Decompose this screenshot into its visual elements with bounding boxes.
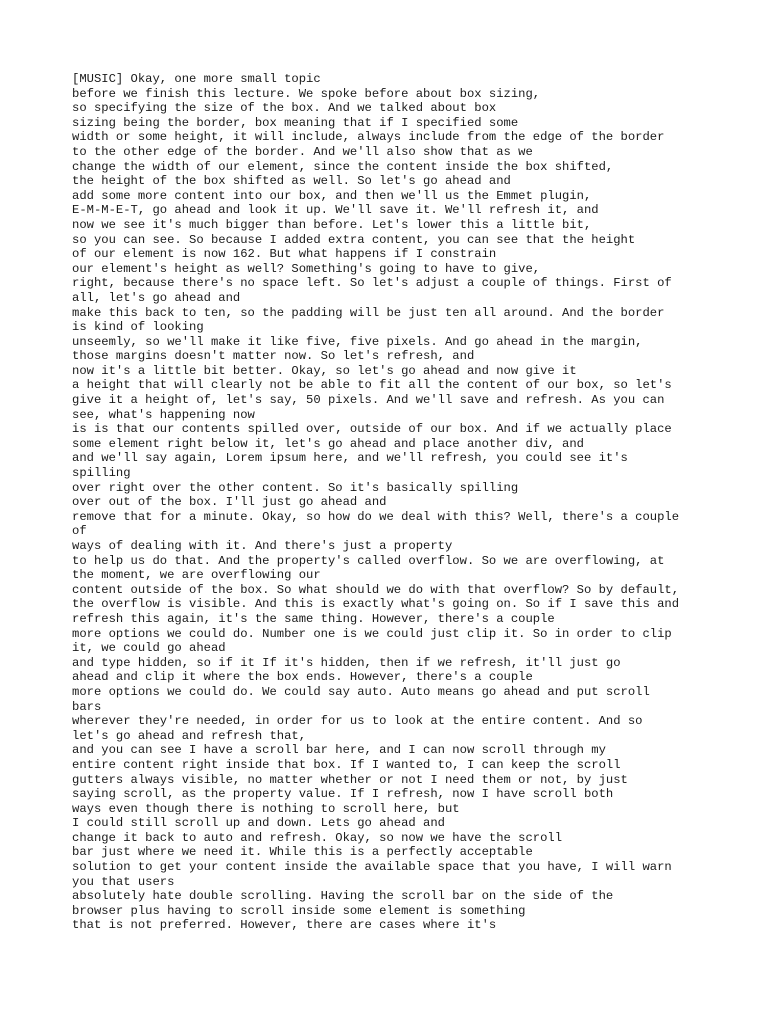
transcript-line: some element right below it, let's go ahead and place another div, and xyxy=(72,436,584,451)
transcript-line: spilling xyxy=(72,466,131,481)
transcript-line: wherever they're needed, in order for us to look at the entire content. And so xyxy=(72,714,643,729)
transcript-line: gutters always visible, no matter whether or not I need them or not, by just xyxy=(72,772,628,787)
transcript-line: to the other edge of the border. And we'll also show that as we xyxy=(72,144,533,159)
transcript-line: [MUSIC] Okay, one more small topic xyxy=(72,72,321,86)
transcript-line: and you can see I have a scroll bar here, and I can now scroll through my xyxy=(72,743,606,758)
transcript-line: bars xyxy=(72,699,102,714)
transcript-line: of our element is now 162. But what happens if I constrain xyxy=(72,247,497,262)
transcript-line: change it back to auto and refresh. Okay, so now we have the scroll xyxy=(72,830,563,845)
transcript-line: all, let's go ahead and xyxy=(72,290,241,305)
transcript-line: ahead and clip it where the box ends. However, there's a couple xyxy=(72,670,533,685)
transcript-page xyxy=(72,72,696,933)
transcript-line: sizing being the border, box meaning that if I specified some xyxy=(72,115,519,130)
transcript-line: absolutely hate double scrolling. Having the scroll bar on the side of the xyxy=(72,889,614,904)
transcript-line: our element's height as well? Something's going to have to give, xyxy=(72,261,541,276)
transcript-line: ways even though there is nothing to scroll here, but xyxy=(72,801,460,816)
transcript-line: so specifying the size of the box. And we talked about box xyxy=(72,101,497,116)
transcript-line: E-M-M-E-T, go ahead and look it up. We'll save it. We'll refresh it, and xyxy=(72,203,599,218)
transcript-line: you that users xyxy=(72,874,175,889)
transcript-line: make this back to ten, so the padding will be just ten all around. And the border xyxy=(72,305,665,320)
transcript-line: to help us do that. And the property's called overflow. So we are overflowing, at xyxy=(72,553,665,568)
transcript-line: and we'll say again, Lorem ipsum here, and we'll refresh, you could see it's xyxy=(72,451,628,466)
transcript-line: now it's a little bit better. Okay, so let's go ahead and now give it xyxy=(72,363,577,378)
transcript-line: over right over the other content. So it's basically spilling xyxy=(72,480,519,495)
transcript-line: saying scroll, as the property value. If I refresh, now I have scroll both xyxy=(72,787,614,802)
transcript-line: browser plus having to scroll inside some element is something xyxy=(72,903,526,918)
transcript-line: content outside of the box. So what should we do with that overflow? So by default, xyxy=(72,582,680,597)
transcript-line: and type hidden, so if it If it's hidden, then if we refresh, it'll just go xyxy=(72,655,621,670)
transcript-line: width or some height, it will include, always include from the edge of the border xyxy=(72,130,665,145)
transcript-line: those margins doesn't matter now. So let's refresh, and xyxy=(72,349,475,364)
transcript-line: bar just where we need it. While this is a perfectly acceptable xyxy=(72,845,533,860)
transcript-line: let's go ahead and refresh that, xyxy=(72,728,307,743)
transcript-line: give it a height of, let's say, 50 pixels. And we'll save and refresh. As you can xyxy=(72,393,665,408)
transcript-line: before we finish this lecture. We spoke before about box sizing, xyxy=(72,86,541,101)
transcript-line: the moment, we are overflowing our xyxy=(72,568,321,583)
transcript-line: see, what's happening now xyxy=(72,407,255,422)
transcript-line: solution to get your content inside the available space that you have, I will warn xyxy=(72,860,672,875)
transcript-line: entire content right inside that box. If I wanted to, I can keep the scroll xyxy=(72,757,621,772)
transcript-line: change the width of our element, since the content inside the box shifted, xyxy=(72,159,614,174)
transcript-line: remove that for a minute. Okay, so how do we deal with this? Well, there's a couple xyxy=(72,509,680,524)
transcript-line: over out of the box. I'll just go ahead and xyxy=(72,495,387,510)
transcript-line: a height that will clearly not be able to fit all the content of our box, so let's xyxy=(72,378,672,393)
transcript-line: more options we could do. Number one is we could just clip it. So in order to clip xyxy=(72,626,672,641)
transcript-line: of xyxy=(72,524,87,539)
transcript-line: the height of the box shifted as well. So let's go ahead and xyxy=(72,174,511,189)
transcript-line: add some more content into our box, and then we'll us the Emmet plugin, xyxy=(72,188,592,203)
transcript-line: it, we could go ahead xyxy=(72,641,226,656)
transcript-line: I could still scroll up and down. Lets go ahead and xyxy=(72,816,445,831)
transcript-line: that is not preferred. However, there are cases where it's xyxy=(72,918,497,933)
transcript-line: is is that our contents spilled over, outside of our box. And if we actually place xyxy=(72,422,672,437)
transcript-line: unseemly, so we'll make it like five, five pixels. And go ahead in the margin, xyxy=(72,334,643,349)
transcript-line: more options we could do. We could say auto. Auto means go ahead and put scroll xyxy=(72,684,650,699)
transcript-line: right, because there's no space left. So let's adjust a couple of things. First of xyxy=(72,276,672,291)
transcript-line: now we see it's much bigger than before. Let's lower this a little bit, xyxy=(72,217,592,232)
transcript-line: refresh this again, it's the same thing. However, there's a couple xyxy=(72,611,555,626)
transcript-line: is kind of looking xyxy=(72,320,204,335)
transcript-line: ways of dealing with it. And there's just a property xyxy=(72,539,453,553)
transcript-line: so you can see. So because I added extra content, you can see that the height xyxy=(72,232,636,247)
transcript-line: the overflow is visible. And this is exactly what's going on. So if I save this and xyxy=(72,597,680,612)
